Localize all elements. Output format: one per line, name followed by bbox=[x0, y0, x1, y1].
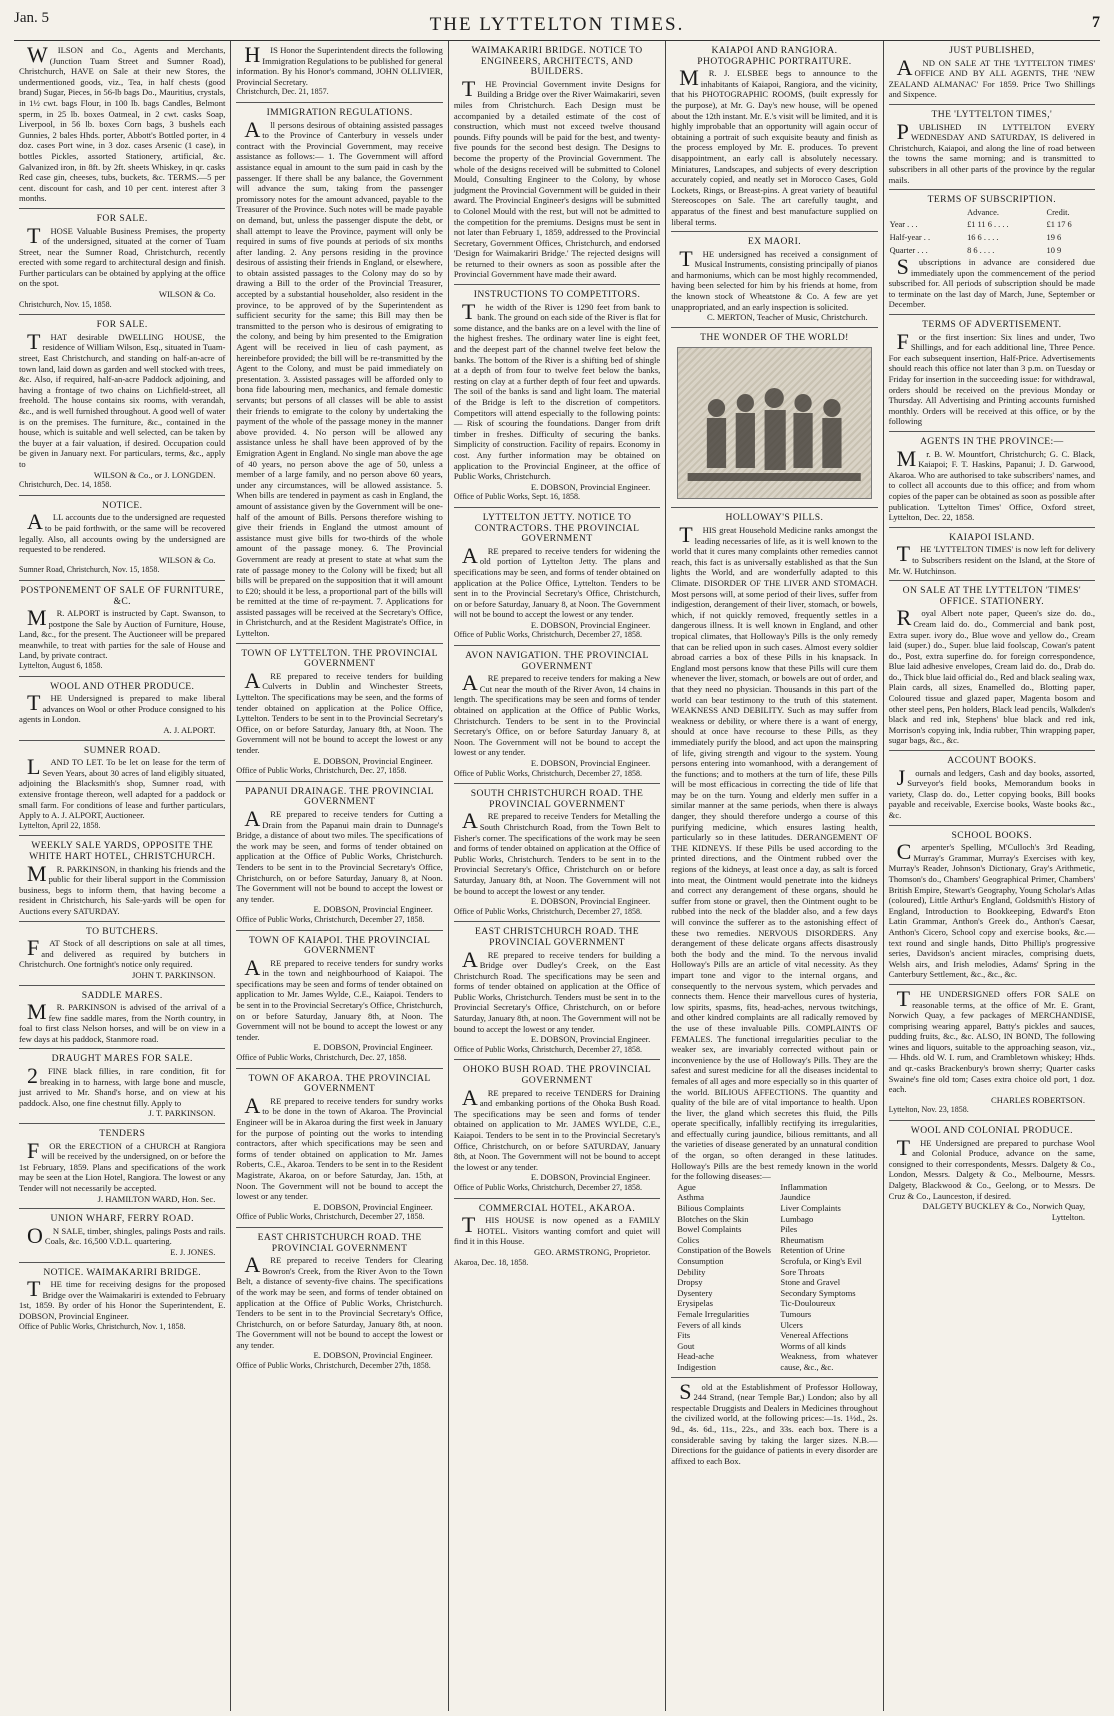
ad-body: THE Provincial Government invite Designs for Building a Bridge over the River Waimakariri, seven miles from Christchurch. Each Design must be accompanied by a detailed estimate of the cost of construction, which must not exceed twelve thousand pounds. Fifty pounds will be paid for the best, and twenty-five pounds for the second best design. The Designs to become the property of the Provincial Government. The whole of the designs received will be submitted to Colonel Mould, Consulting Engineer to the Colony, by whose judgment the Provincial Government will be guided in their award. The Provincial Engineer's designs will be submitted to Colonel Mould with the rest, but will not be admitted to the competition for the premiums. Designs must be sent in not later than February 1, 1859, addressed to the Provincial Secretary, Government Offices, Christchurch, and endorsed 'Design for Waimakariri Bridge.' The rejected designs will be returned to their owners as soon as possible after the Provincial Government have made their award. bbox=[453, 75, 661, 280]
ad-date: Sumner Road, Christchurch, Nov. 15, 1858. bbox=[19, 565, 160, 575]
advertisement bbox=[19, 1051, 225, 1124]
masthead bbox=[14, 6, 1100, 41]
advertisement bbox=[889, 192, 1095, 315]
ad-heading: JUST PUBLISHED, bbox=[949, 45, 1035, 56]
advertisement bbox=[236, 105, 442, 644]
advertisement bbox=[454, 648, 660, 784]
disease-item: Piles bbox=[780, 1224, 798, 1235]
ad-heading: SUMNER ROAD. bbox=[83, 744, 161, 756]
advertisement bbox=[454, 43, 660, 285]
ad-body: WILSON and Co., Agents and Merchants, (Junction Tuam Street and Sumner Road), Christchurch, HAVE on Sale at their new Stores, the undermentioned goods, viz., Tea, in half chests (good brand) Sugar, Pieces, in 56-lb bags Do., Mauritius, crystals, in 1½ cwt. bags Flour, in 100 lb. bags Candles, Belmont sperm, in 25 lb. boxes Oatmeal, in 2 cwt. casks Soap, Liverpool, in 56 lb. boxes Corn bags, 3 bushels each Gunnies, 2 bales Hhds. porter, Abbott's Bottled porter, in 4 doz. cases Port wine, in 3 doz. cases Arsenic (1 case), in bottles Pickles, assorted Stationery, artificial, &c. Galvanized iron, in 8ft. by 2ft. sheets Whiskey, in qr. casks Red case gin, cheeses, tubs, buckets, &c. TERMS.—5 per cent. discount for cash, and 10 per cent. interest after 3 months. bbox=[19, 42, 226, 204]
table-cell: 8 6 . . . . bbox=[967, 245, 995, 255]
ad-body: THE Undersigned are prepared to purchase Wool and Colonial Produce, advance on the same, consigned to their correspondents, Messrs. Dalgety & Co., London, Messrs. Dalgety & Co., Melbourne, Messrs. Dalgety, Blackwood & Co., Geelong, or to Messrs. De Cruz & Co., Launceston, if desired. bbox=[888, 1134, 1096, 1201]
ad-heading: TERMS OF ADVERTISEMENT. bbox=[922, 319, 1062, 331]
ad-heading: LYTTELTON JETTY. NOTICE TO CONTRACTORS. THE PROVINCIAL GOVERNMENT bbox=[474, 511, 640, 545]
disease-item: Gout bbox=[677, 1340, 695, 1351]
advertisement bbox=[454, 510, 660, 646]
column-4 bbox=[666, 41, 883, 1711]
ad-date: Akaroa, Dec. 18, 1858. bbox=[453, 1257, 529, 1267]
ad-body: ON SALE, timber, shingles, palings Posts and rails. Coals, &c. 16,500 V.D.L. quartering. bbox=[27, 1222, 226, 1248]
ad-date: Office of Public Works, Sept. 16, 1858. bbox=[453, 492, 580, 502]
ad-body: THOSE Valuable Business Premises, the property of the undersigned, situated at the corner of Tuam Street, near the Sumner Road, Christchurch, recently erected with some regard to architectural design and finish. Further particulars can be obtained by applying at the office on the spot. bbox=[19, 222, 226, 289]
disease-item: Erysipelas bbox=[677, 1298, 714, 1309]
ad-heading: INSTRUCTIONS TO COMPETITORS. bbox=[473, 289, 641, 301]
disease-item: Fits bbox=[677, 1330, 691, 1341]
ad-body: ALL accounts due to the undersigned are requested to be paid forthwith, or the same will be recovered legally. Also, all accounts owing by the undersigned are requested to be rendered. bbox=[19, 509, 226, 555]
ad-date: Christchurch, Dec. 21, 1857. bbox=[236, 87, 329, 97]
ad-date: Office of Public Works, Christchurch, Nov. 1, 1858. bbox=[19, 1321, 186, 1331]
ad-heading: WOOL AND COLONIAL PRODUCE. bbox=[910, 1125, 1073, 1137]
ad-body: ARE prepared to receive tenders for sundry works to be done in the town of Akaroa. The Provincial Engineer will be in Akaroa during the first week in January for the purpose of pointing out the works to intending contractors, after which specifications may be seen and forms of tender obtained on application to Mr. James Roberts, C.E., Akaroa. Tenders to be sent in to the Resident Magistrate, Akaroa, on or before Saturday, Jan. 15th, at Noon. The Government will not be bound to accept the lowest or any tender. bbox=[236, 1092, 443, 1202]
advertisement bbox=[19, 679, 225, 741]
advertisement bbox=[671, 330, 877, 509]
table-cell: 10 9 bbox=[1046, 245, 1062, 255]
disease-item: Asthma bbox=[677, 1192, 704, 1203]
table-row bbox=[889, 245, 1095, 258]
ad-signature: E. DOBSON, Provincial Engineer. bbox=[313, 1042, 433, 1053]
ad-heading: WOOL AND OTHER PRODUCE. bbox=[50, 680, 195, 692]
disease-item: Inflammation bbox=[780, 1181, 828, 1192]
disease-item: Sore Throats bbox=[780, 1266, 825, 1277]
ad-heading: WEEKLY SALE YARDS, OPPOSITE THE WHITE HART HOTEL, CHRISTCHURCH. bbox=[29, 840, 216, 862]
ad-heading: COMMERCIAL HOTEL, AKAROA. bbox=[478, 1202, 636, 1214]
ad-body: MR. J. ELSBEE begs to announce to the inhabitants of Kaiapoi, Rangiora, and the vicinity, that his PHOTOGRAPHIC ROOMS, (built expressly for the purpose), at Mr. G. Day's new house, will be opened about the 12th instant. Mr. E.'s visit will be limited, and it is highly improbable that an opportunity will again occur of obtaining a portrait of such exquisite beauty and finish as the process employed by Mr. E. produces. To prevent disappointment, an early call is absolutely necessary. Miniatures, Landscapes, and subjects of every description accurately copied, and neatly set in Morocco Cases, Gold Lockets, Rings, or Breast-pins. A great variety of beautiful Stereoscopes on Sale. The art carefully taught, and apparatus of the finest and best manufacture supplied on liberal terms. bbox=[671, 65, 878, 227]
ad-signature: WILSON & Co. bbox=[158, 289, 216, 300]
table-header-row bbox=[889, 207, 1095, 220]
ad-body: ARE prepared to receive tenders for making a New Cut near the mouth of the River Avon, 14 chains in length. The specifications may be seen and forms of tender obtained on application at the Office of Public Works, Christchurch. Tenders to be sent in to the Provincial Secretary's Office, on or before Saturday January 8, at Noon. The Government will not be bound to accept the lowest or any tender. bbox=[453, 670, 661, 758]
ad-body: Sold at the Establishment of Professor Holloway, 244 Strand, (near Temple Bar,) London; also by all respectable Druggists and Dealers in Medicines throughout the civilized world, at the following prices:—1s. 1½d., 2s. 9d., 4s. 6d., 11s., 22s., and 33s. each box. There is a considerable saving by taking the larger sizes. N.B.—Directions for the guidance of patients in every disorder are affixed to each Box. bbox=[671, 1378, 878, 1466]
ad-body: HIS Honor the Superintendent directs the following Immigration Regulations to be published for general information. By his Honor's command, JOHN OLLIVIER, Provincial Secretary. bbox=[236, 42, 443, 87]
ad-body: Subscriptions in advance are considered due immediately upon the commencement of the period subscribed for. All periods of subscription should be made to terminate on the last day of March, June, September or December. bbox=[888, 254, 1096, 310]
ad-heading: THE 'LYTTELTON TIMES,' bbox=[931, 108, 1053, 120]
disease-item: Venereal Affections bbox=[780, 1330, 849, 1341]
ad-body: ARE prepared to receive Tenders for Clearing Bowron's Creek, from the River Avon to the Town Belt, a distance of seventy-five chains. The specifications of the work may be seen, and forms of tender obtained on application at the Office of Public Works, Christchurch. Tenders to be sent in to the Provincial Secretary's Office, Christchurch, on or before Saturday, January 8th, at noon. The Government will not be bound to accept the lowest or any tender. bbox=[236, 1252, 443, 1350]
disease-item: Retention of Urine bbox=[780, 1245, 845, 1256]
ad-body: THE 'LYTTELTON TIMES' is now left for delivery to Subscribers resident on the Island, at the Store of Mr. W. Hutchinson. bbox=[888, 541, 1096, 576]
advertisement bbox=[19, 498, 225, 581]
advertisement bbox=[19, 1126, 225, 1209]
disease-item: Stone and Gravel bbox=[780, 1277, 841, 1288]
column-1 bbox=[14, 41, 231, 1711]
advertisement bbox=[19, 317, 225, 496]
ad-body: THE time for receiving designs for the proposed Bridge over the Waimakariri is extended to February 1st, 1859. By order of his Honor the Superintendent, E. DOBSON, Provincial Engineer. bbox=[19, 1276, 226, 1321]
ad-heading: TERMS OF SUBSCRIPTION. bbox=[927, 194, 1057, 206]
ad-signature: E. DOBSON, Provincial Engineer. bbox=[530, 896, 651, 907]
advertisement bbox=[454, 1062, 660, 1198]
ad-body: ARE prepared to receive Tenders for Metalling the South Christchurch Road, from the Town Belt to Fisher's corner. The specifications of the work may be seen and forms of tender obtained on application at the Office of Public Works, Christchurch. Tenders to be sent in to the Provincial Secretary's Office, Christchurch on or before Saturday, January 8th, at Noon. The Government will not be bound to accept the lowest or any tender. bbox=[453, 808, 661, 896]
advertisement bbox=[19, 211, 225, 315]
ad-body: THE UNDERSIGNED offers FOR SALE on reasonable terms, at the office of Mr. E. Grant, Norwich Quay, a few packages of MERCHANDISE, comprising wearing apparel, Batty's pickles and sauces, pudding fruits, &c., &c. ALSO, IN BOND, The following wines and liquors, suitable to the approaching season, viz.,— Hhds. old W. I. rum, and Crambletown whiskey; Hhds. and qr.-casks Brackenbury's brown sherry; Quarter casks Swaine's fine old tom; Cases extra choice old port, 1 doz. each. bbox=[888, 985, 1096, 1095]
ad-body: FAT Stock of all descriptions on sale at all times, and delivered as required by butchers in Christchurch. One fortnight's notice only required. bbox=[19, 935, 226, 970]
disease-item: Jaundice bbox=[780, 1192, 811, 1203]
ad-heading: TOWN OF AKAROA. THE PROVINCIAL GOVERNMENT bbox=[248, 1072, 431, 1095]
ad-heading: TO BUTCHERS. bbox=[86, 925, 159, 937]
ad-heading: AVON NAVIGATION. THE PROVINCIAL GOVERNMENT bbox=[465, 650, 649, 672]
ad-body: Mr. B. W. Mountfort, Christchurch; G. C. Black, Kaiapoi; F. T. Haskins, Papanui; J. D. Garwood, Akaroa. Who are authorised to take subscribers' names, and to collect all accounts due to this office; and from whom copies of the paper can be obtained as soon as possible after publication. 'Lyttelton Times' Office, Oxford street, Lyttelton, Dec. 22, 1858. bbox=[888, 445, 1096, 523]
column-5 bbox=[884, 41, 1100, 1711]
ad-signature: E. J. JONES. bbox=[170, 1246, 216, 1257]
ad-heading: FOR SALE. bbox=[96, 319, 148, 331]
disease-item: Fevers of all kinds bbox=[677, 1319, 741, 1330]
table-cell: 16 6 . . . . bbox=[967, 232, 999, 242]
disease-item: Worms of all kinds bbox=[780, 1340, 846, 1351]
columns bbox=[14, 41, 1100, 1711]
disease-item: Secondary Symptoms bbox=[780, 1287, 856, 1298]
illustration bbox=[677, 347, 871, 499]
disease-item: Dropsy bbox=[677, 1277, 703, 1288]
disease-item: Ague bbox=[677, 1181, 696, 1192]
disease-column bbox=[671, 1182, 774, 1373]
column-2 bbox=[231, 41, 448, 1711]
ad-body: PUBLISHED IN LYTTELTON EVERY WEDNESDAY AND SATURDAY, IS delivered in Christchurch, Kaiapoi, and along the line of road between the towns the same morning; and is transmitted to subscribers in all other parts of the province by the regular mails. bbox=[888, 118, 1096, 185]
disease-item: Debility bbox=[677, 1266, 706, 1277]
table-header-cell: Credit. bbox=[1046, 207, 1070, 217]
ad-date: Office of Public Works, Christchurch, December 27, 1858. bbox=[453, 768, 642, 778]
ad-heading: HOLLOWAY'S PILLS. bbox=[725, 512, 824, 524]
ad-signature: WILSON & Co., or J. LONGDEN. bbox=[93, 469, 216, 480]
disease-item: Tic-Douloureux bbox=[780, 1298, 836, 1309]
disease-item: Bilious Complaints bbox=[677, 1203, 744, 1214]
ad-body: Carpenter's Spelling, M'Culloch's 3rd Reading, Murray's Grammar, Murray's Exercises with key, Murray's Reader, Johnson's Dictionary, Gray's Arithmetic, Thomson's do., Chambers' Geographical Primer, Chambers' British Empire, Stewart's Geography, Young Scholar's Atlas (coloured), Little Arthur's England, Goldsmith's History of England, Introduction to Bookkeeping, Edward's Eton Latin Grammar, Anthon's Greek do., Anthon's Caesar, Anthon's Cicero, School copy and exercise books, &c.—text round and single hands, Ditto Phillip's progressive series, Davidson's ancient miracles, comprising duets, Welsh airs, and Irish melodies, Adams' Spring in the Canterbury Settlement, &c., &c., &c. bbox=[888, 839, 1096, 980]
advertisement bbox=[889, 753, 1095, 826]
disease-item: Female Irregularities bbox=[677, 1308, 750, 1319]
disease-list bbox=[671, 1182, 877, 1373]
ad-body: AND ON SALE AT THE 'LYTTELTON TIMES' OFFICE AND BY ALL AGENTS, THE 'NEW ZEALAND ALMANAC' For 1859. Price Two Shillings and Sixpence. bbox=[888, 54, 1096, 100]
ad-body: ARE prepared to receive tenders for Cutting a Drain from the Papanui main drain to Dunnage's Bridge, a distance of about two miles. The specifications of the work may be seen, and forms of tender obtained on application at the Office of Public Works, Christchurch. Tenders to be sent in to the Provincial Secretary's Office, Christchurch, on or before Saturday, January 8, at Noon. The Government will not be bound to accept the lowest or any tender. bbox=[236, 805, 443, 904]
advertisement bbox=[19, 43, 225, 209]
ad-date: Lyttelton, August 6, 1858. bbox=[19, 661, 103, 671]
ad-body: Royal Albert note paper, Queen's size do. do., Cream laid do. do., Commercial and bank post, Extra super. ivory do., Blue wove and yellow do., Cream laid (super.) do., Super. blue laid foolscap, Cowan's patent do., Post, extra superfine do. for foreign correspondence, Blue laid adhesive envelopes, Cream laid do. do., Drab do. do., Thick blue laid official do., Red and black sealing wax, Plain cards, all sizes, Enamelled do., Blotting paper, Coloured tissue and glazed paper, Magenta bosom and other steel pens, Pen holders, Black lead pencils, Walkden's black and red ink, Stephens' blue black and red ink, Morrison's copying ink, India rubber, Thin wrapping paper, sugar bags, &c., &c. bbox=[888, 605, 1096, 746]
ad-signature: J. HAMILTON WARD, Hon. Sec. bbox=[97, 1193, 216, 1204]
ad-date: Office of Public Works, Christchurch, December 27, 1858. bbox=[453, 1182, 642, 1192]
page-number: 7 bbox=[1092, 14, 1100, 31]
advertisement bbox=[454, 287, 660, 508]
table-header-cell bbox=[889, 207, 966, 220]
ad-heading: IMMIGRATION REGULATIONS. bbox=[266, 106, 413, 118]
ad-signature: CHARLES ROBERTSON. bbox=[991, 1094, 1086, 1105]
table-cell: Year . . . bbox=[889, 220, 918, 230]
table-row bbox=[889, 219, 1095, 232]
ad-body: ARE prepared to receive TENDERS for Draining and embanking portions of the Ohoka Bush Road. The specifications may be seen and forms of tender obtained on application to Mr. JAMES WYLDE, C.E., Kaiapoi. Tenders to be sent in to the Provincial Secretary's Office, Christchurch, on or before SATURDAY, January 8th, at Noon. The Government will not be bound to accept the lowest or any tender. bbox=[453, 1084, 661, 1172]
ad-heading: EAST CHRISTCHURCH ROAD. THE PROVINCIAL GOVERNMENT bbox=[257, 1231, 422, 1254]
ad-signature: E. DOBSON, Provincial Engineer. bbox=[530, 619, 651, 630]
ad-signature: J. T. PARKINSON. bbox=[148, 1108, 216, 1119]
advertisement bbox=[236, 1230, 442, 1376]
ad-body: For the first insertion: Six lines and under, Two Shillings, and for each additional line, Three Pence. For each subsequent insertion, Half-Price. Advertisements should reach this office not later than 3 p.m. on Tuesday or Friday for insertion in the succeeding issue: for withdrawal, orders should be received on the previous Monday or Thursday. All Advertising and Printing accounts furnished monthly. Orders will be received at this office, or by the following bbox=[888, 328, 1096, 427]
subscription-table bbox=[889, 207, 1095, 257]
ad-body: THE Undersigned is prepared to make liberal advances on Wool or other Produce consigned to his agents in London. bbox=[19, 690, 226, 725]
disease-item: Rheumatism bbox=[780, 1234, 824, 1245]
advertisement bbox=[19, 924, 225, 986]
ad-heading: UNION WHARF, FERRY ROAD. bbox=[50, 1213, 194, 1225]
table-cell: Quarter . . . bbox=[889, 245, 928, 255]
ad-signature: WILSON & Co. bbox=[158, 554, 216, 565]
advertisement bbox=[889, 317, 1095, 432]
disease-item: Colics bbox=[677, 1234, 700, 1245]
ad-body: MR. PARKINSON, in thanking his friends and the public for their liberal support in the Commission business, begs to inform them, that having become a resident in Christchurch, his Sale-yards will be open for Auctions every SATURDAY. bbox=[19, 860, 226, 916]
ad-body: ARE prepared to receive tenders for building Culverts in Dublin and Winchester Streets, Lyttelton. The specifications may be seen, and the forms of tender obtained on application at the Police Office, Lyttelton. Tenders to be sent in to the Provincial Secretary's Office, on or before Saturday, January 8th, at Noon. The Government will not be bound to accept the lowest or any tender. bbox=[236, 667, 443, 755]
ad-signature: GEO. ARMSTRONG, Proprietor. bbox=[533, 1246, 651, 1257]
ad-date: Office of Public Works, Christchurch, December 27, 1858. bbox=[236, 1212, 425, 1222]
disease-item: Liver Complaints bbox=[780, 1203, 841, 1214]
disease-item: Constipation of the Bowels bbox=[677, 1245, 772, 1256]
ad-heading: POSTPONEMENT OF SALE OF FURNITURE, &C. bbox=[20, 584, 224, 607]
table-cell: Half-year . . bbox=[889, 232, 931, 242]
disease-item: Consumption bbox=[677, 1256, 724, 1266]
ad-body: LAND TO LET. To be let on lease for the term of Seven Years, about 30 acres of land eligibly situated, adjoining the Blacksmith's shop, Sumner road, with extensive frontage thereon, well adapted for a paddock or small farm. For conditions of lease and further particulars, Apply to A. J. ALPORT, Auctioneer. bbox=[19, 754, 226, 821]
advertisement bbox=[236, 1071, 442, 1228]
ad-body: 2FINE black fillies, in rare condition, fit for breaking in to harness, with large bone and muscle, just arrived to Mr. Shand's horse, and on view at his paddock. Also, one fine chestnut filly. Apply to bbox=[19, 1063, 226, 1108]
ad-heading: FOR SALE. bbox=[96, 212, 148, 224]
newspaper-title: THE LYTTELTON TIMES. bbox=[429, 14, 685, 35]
disease-item: Bowel Complaints bbox=[677, 1224, 742, 1235]
advertisement bbox=[454, 1201, 660, 1273]
ad-heading: AGENTS IN THE PROVINCE:— bbox=[920, 436, 1064, 447]
advertisement bbox=[671, 510, 877, 1377]
ad-signature: E. DOBSON, Provincial Engineer. bbox=[313, 904, 433, 915]
advertisement bbox=[671, 1380, 877, 1471]
table-row bbox=[889, 232, 1095, 245]
ad-heading: NOTICE. WAIMAKARIRI BRIDGE. bbox=[43, 1266, 202, 1278]
ad-body: All persons desirous of obtaining assisted passages to the Province of Canterbury in vessels under contract with the Provincial Government, may receive assistance as follows:— 1. The Government will afford assistance equal in amount to the sum paid in cash by the passenger. If there shall be any balance, the Government will advance the sum, taking from the passenger promissory notes for the amount advanced, payable to the Treasurer of the Province. Such notes will be made payable on demand, but, unless the passenger dispute the debt, or shall attempt to leave the Province, payment will only be required in sums of five pounds at periods of six months after landing. 2. Any persons residing in the province desirous of assisting their friends in England, or elsewhere, to obtain assisted passages to the Colony may do so by drawing a Bill to the order of the Provincial Treasurer, accepted by a substantial householder, also resident in the province, to be approved of by the Superintendent as sufficient security for the same; this Bill may then be transmitted to the person who is desirous of emigrating to the colony, and being by him presented to the Emigration Agent will be received in lieu of cash payment, as hereinbefore provided; the bill will be re-transmitted by the Agent to the Colony, and must be paid immediately on presentation. 3. Assisted passages will be afforded only to bona fide labouring men, mechanics, and female domestic servants; but persons of all classes will be able to assist their friends to emigrate to the colony by undertaking the payment of the whole of the passage money in the manner above provided. 4. No person will be allowed any assistance unless he shall have been approved of by the Emigration Agent in England. No single man above the age of 40 years, no person above the age of 50, unless a member of a large family, and no person above 60 years, under any circumstances, will be allowed assistance. 5. When bills are tendered in payment as cash in England, the amount of assistance given by the Government will be one-half of the amount of Bills. Persons therefore wishing to give their friends in England the utmost amount of assistance must give bills for two-thirds of the whole amount of the passage money. 6. The Provincial Government are ready at present to state at what sum the rate of passage money to the Colony will be fixed; but all bills will be prepared on the supposition that it will amount to £20; should it be less, a proportional part of the bills will be remitted at the time of re-payment. 7. Applications for assisted passages will be received at the Secretary's Office, in Christchurch, and at the Resident Magistrate's Office, in Lyttelton. bbox=[236, 116, 443, 639]
ad-body: ARE prepared to receive tenders for widening the old portion of Lyttelton Jetty. The plans and specifications may be seen, and forms of tender obtained on application at the Police Office, Lyttelton. Tenders to be sent in to the Provincial Secretary's Office, Christchurch, on or before Saturday, January 8, at Noon. The Government will not be bound to accept the lowest or any tender. bbox=[453, 542, 661, 620]
ad-heading: OHOKO BUSH ROAD. THE PROVINCIAL GOVERNMENT bbox=[462, 1064, 652, 1087]
ad-heading: KAIAPOI AND RANGIORA. PHOTOGRAPHIC PORTRAITURE. bbox=[697, 45, 852, 67]
ad-date: Christchurch, Dec. 14, 1858. bbox=[19, 480, 112, 490]
ad-heading: NOTICE. bbox=[102, 499, 143, 511]
ad-signature: E. DOBSON, Provincial Engineer. bbox=[530, 481, 651, 492]
ad-date: Lyttelton, Nov. 23, 1858. bbox=[888, 1105, 969, 1115]
advertisement bbox=[236, 43, 442, 103]
advertisement bbox=[19, 583, 225, 677]
advertisement bbox=[236, 646, 442, 782]
ad-date: Office of Public Works, Christchurch, December 27, 1858. bbox=[453, 1044, 642, 1054]
ad-signature: DALGETY BUCKLEY & Co., Norwich Quay, Lyttelton. bbox=[922, 1201, 1086, 1222]
advertisement bbox=[671, 234, 877, 328]
advertisement bbox=[889, 107, 1095, 190]
ad-heading: THE WONDER OF THE WORLD! bbox=[700, 331, 849, 343]
table-header-cell: Advance. bbox=[967, 207, 999, 217]
ad-signature: E. DOBSON, Provincial Engineer. bbox=[530, 1034, 651, 1045]
advertisement bbox=[236, 784, 442, 931]
ad-heading: SCHOOL BOOKS. bbox=[951, 829, 1033, 841]
ad-body: MR. PARKINSON is advised of the arrival of a few fine saddle mares, from the North country, in foal to first class Nelson horses, and will be on view in a few days at his paddock, Stanmore road. bbox=[19, 999, 226, 1044]
table-cell: £1 11 6 . . . . bbox=[967, 220, 1009, 230]
ad-signature: E. DOBSON, Provincial Engineer. bbox=[530, 1172, 651, 1183]
ad-body: Journals and ledgers, Cash and day books, assorted, Surveyor's field books, Memorandum books in variety, Clasp do. do., Letter copying books, Bill books payable and receivable, Exercise books, Waste books &c., &c. bbox=[888, 764, 1096, 820]
ad-heading: EAST CHRISTCHURCH ROAD. THE PROVINCIAL GOVERNMENT bbox=[475, 926, 639, 948]
ad-heading: EX MAORI. bbox=[747, 236, 801, 248]
disease-item: Weakness, from whatever cause, &c., &c. bbox=[780, 1351, 878, 1372]
advertisement bbox=[889, 434, 1095, 528]
ad-heading: SADDLE MARES. bbox=[81, 989, 163, 1001]
advertisement bbox=[671, 43, 877, 232]
ad-signature: C. MERTON, Teacher of Music, Christchurch. bbox=[707, 312, 868, 323]
advertisement bbox=[889, 987, 1095, 1121]
ad-date: Office of Public Works, Christchurch, Dec. 27, 1858. bbox=[236, 1053, 407, 1063]
ad-heading: PAPANUI DRAINAGE. THE PROVINCIAL GOVERNMENT bbox=[245, 785, 435, 808]
ad-date: Office of Public Works, Christchurch, December 27, 1858. bbox=[453, 630, 642, 640]
ad-body: MR. ALPORT is instructed by Capt. Swanson, to postpone the Sale by Auction of Furniture, House, Land, &c., for the present. The Auctioneer will be prepared meanwhile, to treat with parties for the sale of House and Land, by private contract. bbox=[19, 605, 226, 661]
disease-item: Lumbago bbox=[780, 1213, 814, 1224]
advertisement bbox=[19, 988, 225, 1050]
ad-signature: A. J. ALPORT. bbox=[163, 725, 216, 736]
disease-item: Scrofula, or King's Evil bbox=[780, 1256, 862, 1266]
ad-signature: E. DOBSON, Provincial Engineer. bbox=[530, 758, 651, 768]
ad-body: ARE prepared to receive tenders for sundry works in the town and neighbourhood of Kaiapoi. The specifications may be seen and forms of tender obtained on application to Mr. James Wylde, C.E., Kaiapoi. Tenders to be sent in to the Provincial Secretary's Office, Christchurch, on or before Saturday, January 8th, at Noon. The Government will not be bound to accept the lowest or any tender. bbox=[236, 954, 443, 1042]
ad-heading: WAIMAKARIRI BRIDGE. NOTICE TO ENGINEERS, ARCHITECTS, AND BUILDERS. bbox=[471, 45, 643, 78]
ad-date: Office of Public Works, Christchurch, Dec. 27, 1858. bbox=[236, 766, 407, 776]
advertisement bbox=[889, 583, 1095, 751]
ad-heading: SOUTH CHRISTCHURCH ROAD. THE PROVINCIAL GOVERNMENT bbox=[470, 788, 644, 810]
advertisement bbox=[19, 1211, 225, 1262]
ad-date: Christchurch, Nov. 15, 1858. bbox=[19, 299, 112, 309]
ad-body: THAT desirable DWELLING HOUSE, the residence of William Wilson, Esq., situated in Tuam-street, East Christchurch, and standing on half-an-acre of town land, laid down as garden and well stocked with trees, &c. Also, if required, half-an-acre Paddock adjoining, and having a frontage of two chains on Lichfield-street, all freehold. The house contains six rooms, with verandah, &c., and is well furnished throughout. A good well of water is on the premises. The furniture, &c., contained in the house, which is suitable and well selected, can be taken by the buyer at a fair valuation, if desired. Occupation could be given in January next. For particulars, terms, &c., apply to bbox=[19, 328, 226, 469]
ad-signature: JOHN T. PARKINSON. bbox=[132, 969, 216, 980]
ad-heading: TENDERS bbox=[99, 1128, 146, 1140]
advertisement bbox=[19, 1265, 225, 1337]
table-cell: 19 6 bbox=[1046, 232, 1062, 242]
ad-date: Office of Public Works, Christchurch, December 27th, 1858. bbox=[236, 1361, 431, 1371]
advertisement bbox=[889, 530, 1095, 581]
advertisement bbox=[454, 924, 660, 1060]
column-3 bbox=[449, 41, 666, 1711]
issue-date: Jan. 5 bbox=[14, 10, 49, 26]
advertisement bbox=[454, 786, 660, 922]
ad-date: Lyttelton, April 22, 1858. bbox=[19, 820, 101, 830]
advertisement bbox=[889, 43, 1095, 105]
ad-signature: E. DOBSON, Provincial Engineer. bbox=[313, 1350, 433, 1361]
ad-body: THE undersigned has received a consignment of Musical Instruments, consisting principally of pianos and harmoniums, which can be most highly recommended, having been selected for him by his friends at home, from the known stock of Wheatstone & Co. A few are yet unappropriated, and an early inspection is solicited. bbox=[671, 245, 878, 312]
ad-heading: TOWN OF KAIAPOI. THE PROVINCIAL GOVERNMENT bbox=[248, 934, 431, 957]
disease-item: Tumours bbox=[780, 1308, 812, 1319]
ad-signature: E. DOBSON, Provincial Engineer. bbox=[313, 755, 433, 766]
ad-heading: ACCOUNT BOOKS. bbox=[947, 755, 1037, 767]
disease-item: Blotches on the Skin bbox=[677, 1213, 749, 1224]
ad-heading: ON SALE AT THE LYTTELTON 'TIMES' OFFICE. STATIONERY. bbox=[902, 585, 1081, 607]
ad-date: Office of Public Works, Christchurch, December 27, 1858. bbox=[453, 906, 642, 916]
disease-column bbox=[774, 1182, 877, 1373]
ad-body: FOR the ERECTION of a CHURCH at Rangiora will be received by the undersigned, on or before the 1st February, 1859. Plans and specifications of the work may be seen at the Lion Hotel, Rangiora. The lowest or any Tender will not necessarily be accepted. bbox=[19, 1137, 226, 1193]
ad-heading: TOWN OF LYTTELTON. THE PROVINCIAL GOVERNMENT bbox=[241, 647, 438, 670]
ad-body: THIS HOUSE is now opened as a FAMILY HOTEL. Visitors wanting comfort and quiet will find it in this House. bbox=[453, 1212, 661, 1247]
disease-item: Head-ache bbox=[677, 1351, 714, 1362]
ad-body: ARE prepared to receive tenders for building a Bridge over Dudley's Creek, on the East Christchurch Road. The specifications may be seen and forms of tender obtained on application at the Office of Public Works, Christchurch. Tenders must be sent in to the Provincial Secretary's Office, Christchurch, on or before Saturday, January 8th, at noon. The Government will not be bound to accept the lowest or any tender. bbox=[453, 946, 661, 1034]
advertisement bbox=[19, 838, 225, 921]
advertisement bbox=[889, 828, 1095, 985]
advertisement bbox=[889, 1123, 1095, 1226]
ad-heading: DRAUGHT MARES FOR SALE. bbox=[51, 1053, 193, 1065]
advertisement bbox=[19, 743, 225, 837]
table-cell: £1 17 6 bbox=[1046, 220, 1072, 230]
disease-item: Indigestion bbox=[677, 1361, 716, 1372]
disease-item: Dysentery bbox=[677, 1287, 713, 1298]
disease-item: Ulcers bbox=[780, 1319, 803, 1330]
ad-date: Office of Public Works, Christchurch, December 27, 1858. bbox=[236, 914, 425, 924]
ad-heading: KAIAPOI ISLAND. bbox=[949, 531, 1035, 543]
ad-body: The width of the River is 1290 feet from bank to bank. The ground on each side of the River is flat for some distance, and the banks are on a level with the line of the highest freshes. The ordinary water line is eight feet, and the deepest part of the channel twelve feet below the banks. The bottom of the River is a shifting bed of shingle at a depth of from four to twelve feet below the banks, resting on clay at a further depth of four feet and upwards. The soil of the banks is sand and light loam. The material of the Bridge is left to the discretion of competitors. Competitors will attend especially to the following points:— Risk of scouring the foundations. Danger from drift timber in freshes. Difficulty of securing the banks. Simplicity of construction. Facility of repairs. Economy in cost. Any further information may be obtained on application to the Provincial Engineer, at the office of Public Works, Christchurch. bbox=[453, 298, 661, 482]
advertisement bbox=[236, 933, 442, 1069]
ad-body: THIS great Household Medicine ranks amongst the leading necessaries of life, as it is well known to the world that it cures many complaints other remedies cannot reach, this fact is as universally established as that the Sun lights the World, and are wonderfully adapted to this Climate. DISORDER OF THE LIVER AND STOMACH. Most persons will, at some period of their lives, suffer from indigestion, derangement of their liver, stomach, or bowels, which, if not quickly removed, frequently settles in a dangerous illness. It is well known in England, and other tropical climates, that Holloway's Pills is the only remedy that can be relied upon in such cases. Almost every soldier abroad carries a box of these Pills in his knapsack. In England most persons know that these Pills will cure them whenever the liver, stomach, or bowels are out of order, and that they need no physician. Thousands in this part of the world can bear testimony to the truth of this statement. WEAKNESS AND DEBILITY. Such as may suffer from weakness or debility, or where there is a want of energy, should at once have recourse to these Pills, as they immediately purify the blood, and act upon the mainspring of life, giving strength and vigour to the system. Young persons entering into womanhood, with a derangement of the functions; and to mothers at the turn of life, these Pills will be most efficacious in correcting the tide of life that may be on the turn. Young and elderly men suffer in a similar manner at the same periods, when there is always danger, they should therefore undergo a course of this purifying medicine, which ensures lasting health, particularly so in these latitudes. DERANGEMENT OF THE KIDNEYS. If these Pills be used according to the printed directions, and the Ointment rubbed over the regions of the kidneys, at least once a day, as salt is forced into meat, the Ointment would penetrate into the kidneys and correct any derangement of these organs, should he suffer from stone or gravel, then the Ointment ought to be rubbed into the neck of the bladder also, and a few days will convince the sufferer as to the astonishing effect of these two remedies. NERVOUS DISORDERS. Any derangement of these delicate organs affects disastrously both the body and the mind. To the nervous invalid Holloway's Pills are an article of vital necessity. As they impart tone and vigor to the internal organs, and consequently to the nervous system, which pervades and connects them. Hence their marvellous cures of hysteria, low spirits, spasms, fits, head-aches, nervous twitchings, and other kindred complaints are all radically removed by the use of these invaluable Pills. COMPLAINTS OF FEMALES. The functional irregularities peculiar to the weaker sex, are invariably corrected without pain or inconvenience by the use of Holloway's Pills. They are the safest and surest medicine for all the diseases incidental to females of all ages and more especially so in this quarter of the world. BILIOUS AFFECTIONS. The quantity and quality of the bile are of vital importance to health. Upon the liver, the gland which secretes this fluid, the Pills operate specifically, infallibly rectifying its irregularities, and effectually curing jaundice, bilious remittants, and all the varieties of disease generated by an unnatural condition of the organ, so often deranged in these latitudes. Holloway's Pills are the best remedy known in the world for the following diseases:— bbox=[671, 522, 878, 1182]
ad-signature: E. DOBSON, Provincial Engineer. bbox=[313, 1201, 433, 1212]
